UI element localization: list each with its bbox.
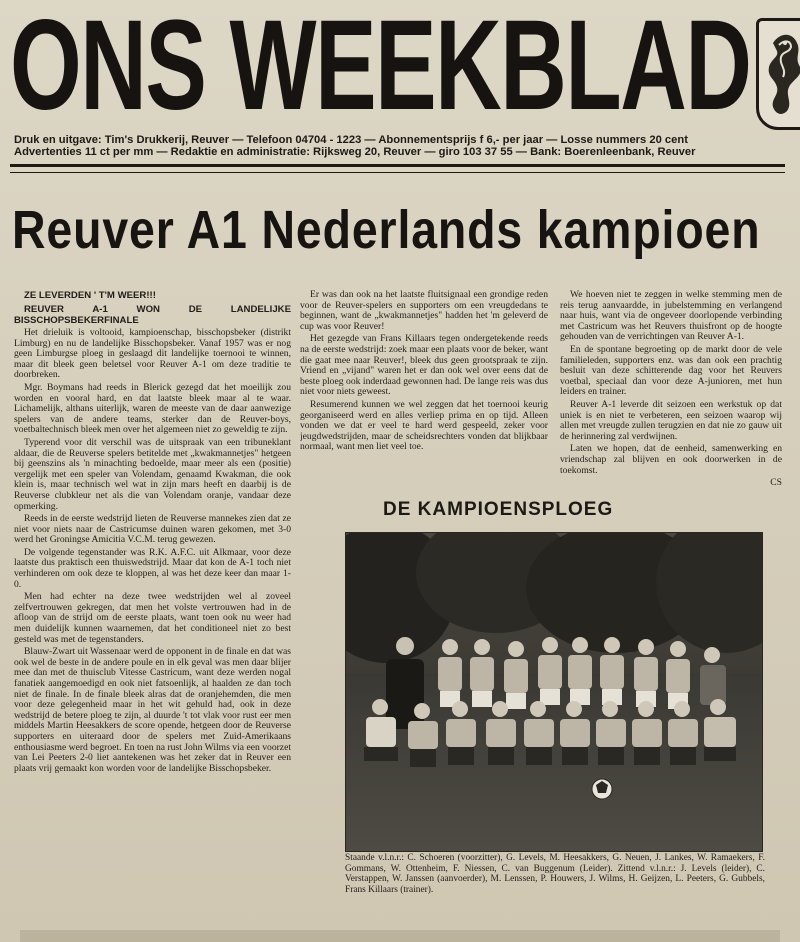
paragraph: Men had echter na deze twee wedstrijden wel al zoveel zelfvertrouwen gekregen, dat men het volste vertrouwen had in de afloop van de strijd om de eerste plaats, want toen ook nu weer had men duidelijk kunnen waarnemen, dat het conditioneel niet zo best gesteld was met de tegenstanders. bbox=[14, 591, 291, 645]
publisher-info-line: Druk en uitgave: Tim's Drukkerij, Reuver — Telefoon 04704 - 1223 — Abonnementsprijs f 6,- per jaar — Losse nummers 20 cent bbox=[14, 134, 688, 146]
masthead-rule bbox=[10, 164, 785, 167]
masthead-rule-thin bbox=[10, 172, 785, 173]
author-signature: CS bbox=[770, 477, 782, 489]
page-edge bbox=[20, 930, 780, 942]
masthead-title: ONS WEEKBLAD bbox=[10, 0, 751, 137]
article-column-2 bbox=[300, 290, 548, 500]
article-column-1 bbox=[14, 290, 291, 930]
coat-of-arms-lion-icon bbox=[756, 18, 800, 130]
paragraph: Er was dan ook na het laatste fluitsignaal een grondige reden voor de Reuver-spelers en supporters om een vreugdedans te beginnen, want de „kwakmannetjes" hadden het 'm geleverd de cup was voor Reuver! bbox=[300, 290, 548, 332]
photo-caption: Staande v.l.n.r.: C. Schoeren (voorzitter), G. Levels, M. Heesakkers, G. Neuen, J. Lankes, W. Ramaekers, F. Gommans, W. Ottenheim, F. Niessen, C. van Buggenum (Leider). Zittend v.l.n.r.: J. Levels (leider), C. Verstappen, W. Janssen (aanvoerder), M. Lenssen, P. Houwers, J. Wilms, H. Geijzen, L. Peeters, G. Gubbels, Frans Killaars (trainer). bbox=[345, 853, 765, 895]
paragraph: Laten we hopen, dat de eenheid, samenwerking en vriendschap zal blijven en ook doorwerken in de toekomst. bbox=[560, 443, 782, 476]
team-photo bbox=[345, 532, 763, 852]
paragraph: Typerend voor dit verschil was de uitspraak van een tribuneklant aldaar, die de Reuverse spelers betitelde met „kwakmannetjes" hetgeen bij geenszins als 'n minachting bedoelde, maar meer als een (positie) vergelijk met een speler van Volendam, genaamd Kwakman, die ook klein is, maar technisch wel wat in zijn mars heeft en daarbij is de Reuverse clubkleur net als die van Volendam oranje, vandaar deze opmerking. bbox=[14, 436, 291, 512]
paragraph: We hoeven niet te zeggen in welke stemming men de reis terug aanvaardde, in jubelstemming en verlangend naar huis, want via de ongeveer doorlopende verbinding met Castricum was het Reuvers thuisfront op de hoogte gehouden van de verrichtingen van Reuver A-1. bbox=[560, 290, 782, 343]
article-column-3 bbox=[560, 290, 782, 516]
paragraph: Blauw-Zwart uit Wassenaar werd de opponent in de finale en dat was ook wel de beste in de andere poule en in elk geval was men daar blijer mee dan met de thuisclub Vitesse Castricum, want deze werden nogal fanatiek aangemoedigd en ook niet fatsoenlijk, al haalden ze dan toch niet de finale. In de finale bleek alras dat de oranjehemden, die men voor deze gelegenheid maar in het wit gehuld had, ook in deze wedstrijd de betere ploeg te zijn, al duurde 't tot vlak voor rust eer men middels Martin Heesakkers de score opende, hetgeen door de Reuverse supporters en uiteraard door de spelers met Zuid-Amerikaans enthousiasme werd begroet. En toen na rust John Wilms via een voorzet van Lei Peeters 2-0 liet aantekenen was het zeker dat in Reuver een plaats vrij gemaakt kon worden voor de landelijke Bisschopsbeker. bbox=[14, 646, 291, 774]
paragraph: Reuver A-1 leverde dit seizoen een werkstuk op dat uniek is en niet te verbeteren, een seizoen waarop wij allen met vreugde zullen terugzien en dat nie zo gauw uit de herinnering zal verdwijnen. bbox=[560, 398, 782, 442]
paragraph: Het gezegde van Frans Killaars tegen ondergetekende reeds na de eerste wedstrijd: zoek maar een plaats voor de beker, want die gaat mee naar Reuver!, bleek dus geen grootspraak te zijn. Vriend en „vijand" waren het er dan ook wel over eens dat de beste ploeg ook inderdaad gewonnen had. De lange reis was dus niet voor niets geweest. bbox=[300, 333, 548, 398]
paragraph: En de spontane begroeting op de markt door de vele familieleden, supporters enz. was dan ook een prachtig besluit van deze schitterende dag voor het Reuvers voetbal, speciaal dan voor deze A-junioren, met hun leiders en trainer. bbox=[560, 343, 782, 398]
article-kicker: ZE LEVERDEN ' T'M WEER!!! bbox=[24, 290, 156, 301]
paragraph: Reeds in de eerste wedstrijd lieten de Reuverse mannekes zien dat ze niet voor niets naar de Castricumse duinen waren gekomen, met 3-0 werd het Groningse Amicitia V.C.M. terug gewezen. bbox=[14, 513, 291, 546]
article-subheading: REUVER A-1 WON DE LANDELIJKE BISSCHOPSBEKERFINALE bbox=[14, 304, 291, 326]
paragraph: De volgende tegenstander was R.K. A.F.C. uit Alkmaar, voor deze laatste dus praktisch een thuiswedstrijd. Maar dat kon de A-1 toch niet verhinderen om ook deze te kloppen, al was het deze keer dan maar 1-0. bbox=[14, 546, 291, 590]
advertising-info-line: Advertenties 11 ct per mm — Redaktie en administratie: Rijksweg 20, Reuver — giro 103 37 55 — Bank: Boerenleenbank, Reuver bbox=[14, 146, 696, 158]
paragraph: Het drieluik is voltooid, kampioenschap, bisschopsbeker (distrikt Limburg) en nu de landelijke Bisschopsbeker. Vanaf 1957 was er nog geen Limburgse ploeg in geslaagd dit landelijke toernooi te winnen, maar dit bleek geen beletsel voor Reuver A-1 om deze traditie te doorbreken. bbox=[14, 327, 291, 381]
paragraph: Mgr. Boymans had reeds in Blerick gezegd dat het moeilijk zou worden en vooral hard, en dat laatste bleek maar al te waar. Lichamelijk, althans uiterlijk, waren de meeste van de daar aanwezige spelers van de andere teams, sterker dan de Reuver-boys, voetbaltechnisch bleek men over het algemeen niet zo geweldig te zijn. bbox=[14, 381, 291, 436]
photo-title: DE KAMPIOENSPLOEG bbox=[383, 499, 614, 520]
article-headline: Reuver A1 Nederlands kampioen bbox=[12, 200, 761, 260]
paragraph: Resumerend kunnen we wel zeggen dat het toernooi keurig georganiseerd werd en alles verliep prima en op tijd. Alleen vonden we dat er veel te hard werd gespeeld, zeker voor jeugdwedstrijden, maar de scheidsrechters vonden dat blijkbaar normaal, want men liet veel toe. bbox=[300, 398, 548, 453]
